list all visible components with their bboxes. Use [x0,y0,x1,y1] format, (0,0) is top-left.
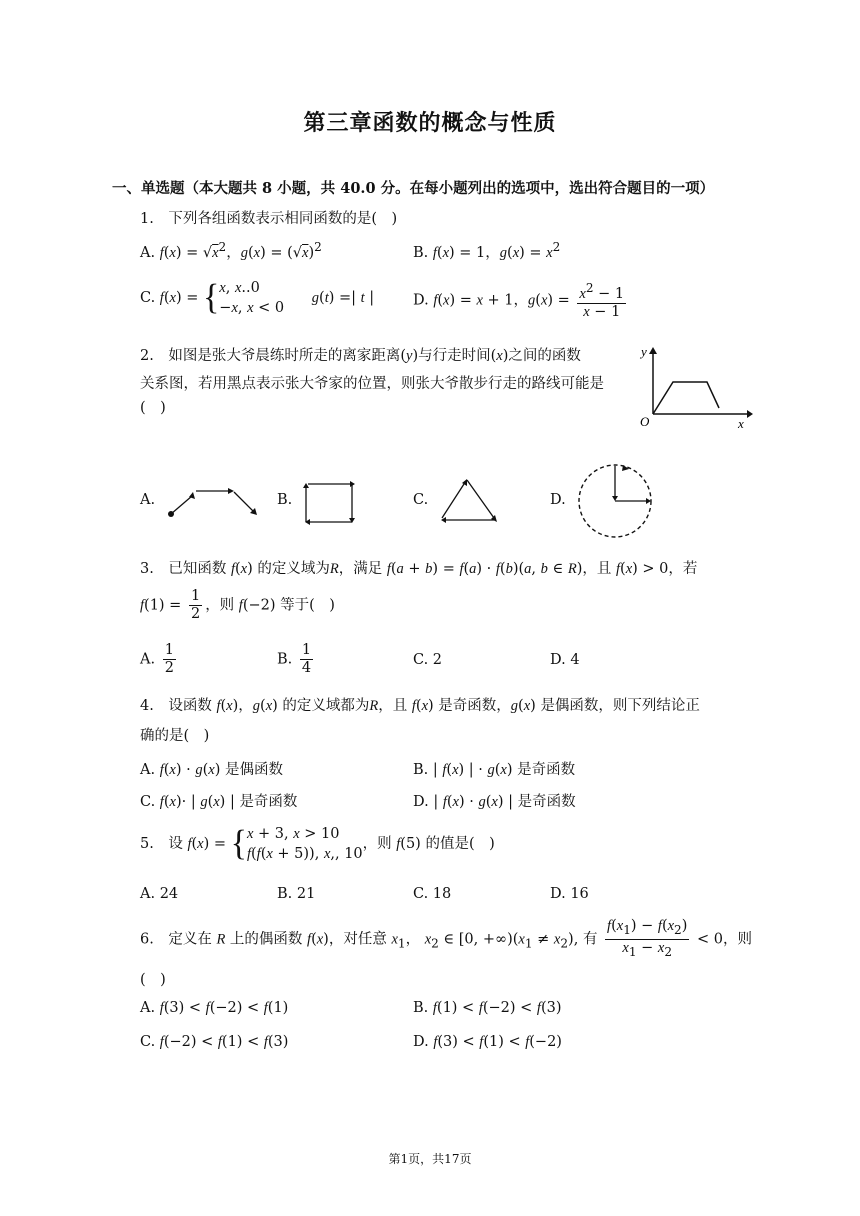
q5-option-c: C. 18 [413,886,452,902]
q2-option-b-label: B. [277,492,293,508]
q2-option-c-label: C. [413,492,429,508]
q1-option-b: B. f(x) = 1，$g(x) = x^2$ [413,240,561,261]
distance-time-graph [635,342,755,432]
question-1-stem: 1. 下列各组函数表示相同函数的是( ) [140,211,398,227]
question-3-line1: 3. 已知函数 f(x) 的定义域为R，满足 f(a + b) = f(a) · f(b)(a, b ∈ R)，且 f(x) > 0，若 [140,561,698,577]
path-a-diagram [162,478,262,522]
q5-option-d: D. 16 [550,886,589,902]
q4-option-b: B. | f(x) | · g(x) 是奇函数 [413,762,576,778]
q1-option-c: C. f(x) = {x, x..0 −x, x < 0 g(t) =| t | [140,278,375,317]
graph-o-label: O [640,414,650,429]
question-3-line2: f(1) = $\frac{1}{2}$ ，则 f(−2) 等于( ) [140,588,335,622]
question-4-line1: 4. 设函数 f(x)，g(x) 的定义域都为R，且 f(x) 是奇函数，g(x) 是偶函数，则下列结论正 [140,698,700,714]
question-6-line1: 6. 定义在 R 上的偶函数 f(x)，对任意 $x_1$， $x_2$ ∈ [0, $+\infty)(x_1 \ne x_2)$, 有 $\frac{f(x_1) - f(x_2)}{x_1 - x_2}$ < 0，则 [140,918,752,959]
q5-option-a: A. 24 [140,886,179,902]
q4-option-a: A. f(x) · g(x) 是偶函数 [140,762,283,778]
q5-option-b: B. 21 [277,886,316,902]
question-2-line3: ( ) [140,400,166,416]
q6-option-c: C. f(−2) < f(1) < f(3) [140,1034,289,1050]
q6-option-a: A. f(3) < f(−2) < f(1) [140,1000,289,1016]
q2-option-d-label: D. [550,492,566,508]
q4-option-c: C. f(x)· | g(x) | 是奇函数 [140,794,298,810]
path-c-diagram [436,474,502,526]
q1-option-a: A. $f(x) = √x^2$，$g(x) = (√x)^2$ [140,240,322,261]
question-2-line2: 关系图，若用黑点表示张大爷家的位置，则张大爷散步行走的路线可能是 [140,376,604,392]
q3-option-b: B. $\frac{1}{4}$ [277,642,312,676]
q3-option-c: C. 2 [413,652,443,668]
q4-option-d: D. | f(x) · g(x) | 是奇函数 [413,794,576,810]
page-footer: 第1页，共17页 [388,1152,472,1166]
section-heading: 一、单选题（本大题共 8 小题，共 40.0 分。在每小题列出的选项中，选出符合题目的一项） [112,180,715,197]
graph-x-label: x [738,416,744,431]
page-title: 第三章函数的概念与性质 [303,110,557,136]
q3-option-d: D. 4 [550,652,580,668]
question-6-line2: ( ) [140,972,166,988]
question-5-line1: 5. 设 f(x) = {x + 3, x > 10 f(f(x + 5)), x,, 10，则 f(5) 的值是( ) [140,824,495,863]
graph-y-label: y [641,344,647,359]
path-b-diagram [300,476,360,528]
q6-option-d: D. f(3) < f(1) < f(−2) [413,1034,562,1050]
question-4-line2: 确的是( ) [140,728,210,744]
path-d-diagram [574,460,656,542]
q6-option-b: B. f(1) < f(−2) < f(3) [413,1000,562,1016]
q3-option-a: A. $\frac{1}{2}$ [140,642,174,676]
q1-option-d: D. f(x) = x + 1，g(x) = $\frac{x^2 - 1}{x - 1}$ [413,281,625,320]
q2-option-a-label: A. [140,492,156,508]
question-2-line1: 2. 如图是张大爷晨练时所走的离家距离(y)与行走时间(x)之间的函数 [140,348,581,364]
